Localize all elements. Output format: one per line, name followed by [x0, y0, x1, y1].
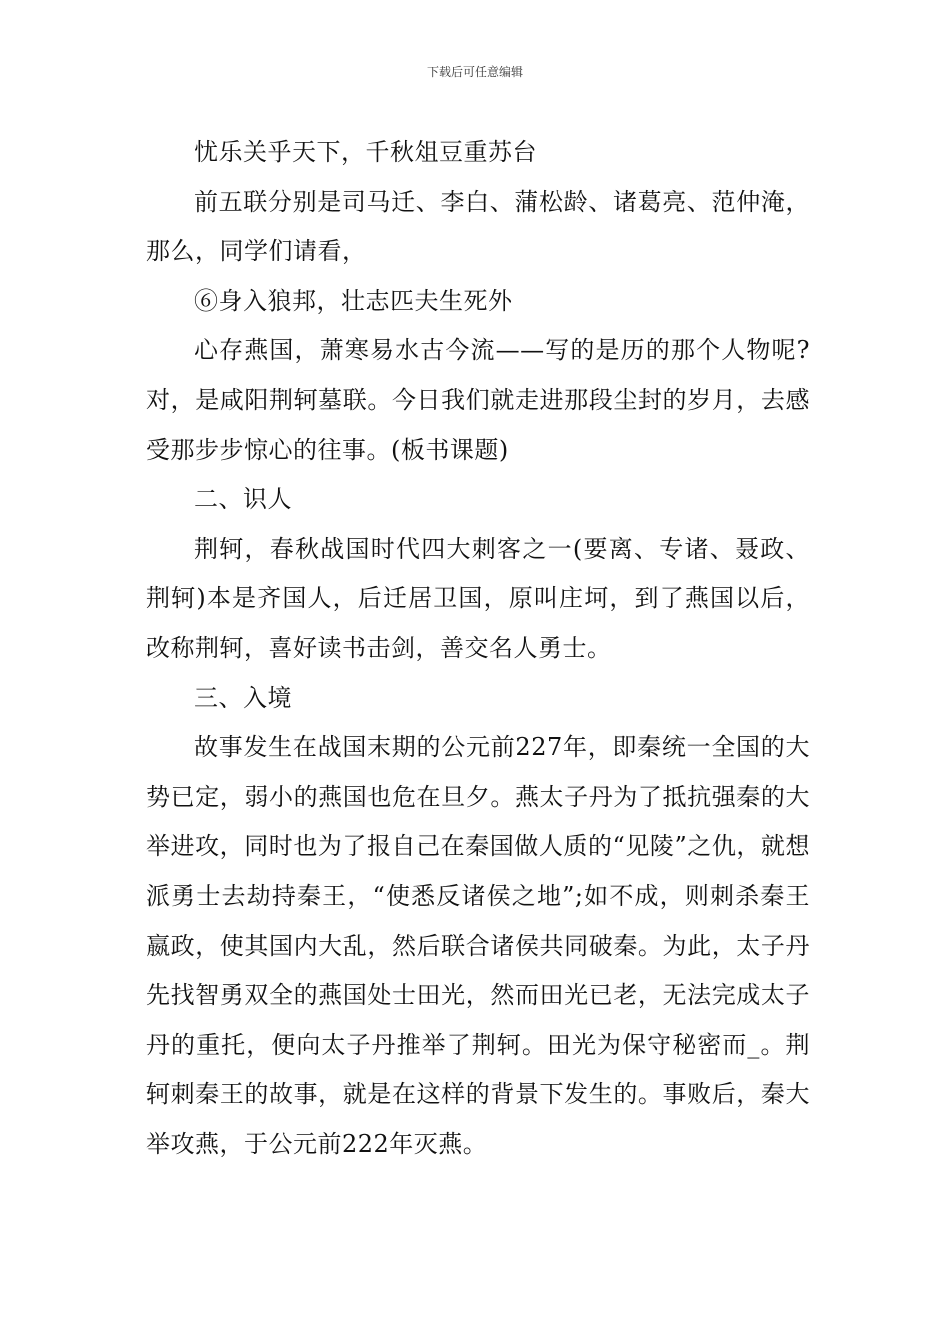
paragraph-jingke-tomb: 心存燕国，萧寒易水古今流——写的是历的那个人物呢?对，是咸阳荆轲墓联。今日我们就走进那段尘封的岁月，去感受那步步惊心的往事。(板书课题) — [146, 336, 810, 464]
section-heading-shiren: 二、识人 — [194, 485, 292, 514]
section-heading-rujing: 三、入境 — [194, 683, 292, 712]
paragraph-jingke-bio: 荆轲，春秋战国时代四大刺客之一(要离、专诸、聂政、荆轲)本是齐国人，后迁居卫国，原叫庄坷，到了燕国以后，改称荆轲，喜好读书击剑，善交名人勇士。 — [146, 534, 810, 662]
paragraph-couplet-six: ⑥身入狼邦，壮志匹夫生死外 — [194, 286, 513, 315]
paragraph-intro: 前五联分别是司马迁、李白、蒲松龄、诸葛亮、范仲淹，那么，同学们请看， — [146, 187, 810, 266]
page-header: 下载后可任意编辑 — [426, 65, 523, 79]
document-body — [146, 128, 810, 1169]
paragraph-couplet-line: 忧乐关乎天下，千秋俎豆重苏台 — [194, 138, 537, 166]
paragraph-story-background: 故事发生在战国末期的公元前227年，即秦统一全国的大势已定，弱小的燕国也危在旦夕。燕太子丹为了抵抗强秦的大举进攻，同时也为了报自己在秦国做人质的“见陵”之仇，就想派勇士去劫持秦王，“使悉反诸侯之地”;如不成，则刺杀秦王嬴政，使其国内大乱，然后联合诸侯共同破秦。为此，太子丹先找智勇双全的燕国处士田光，然而田光已老，无法完成太子丹的重托，便向太子丹推举了荆轲。田光为保守秘密而_。荆轲刺秦王的故事，就是在这样的背景下发生的。事败后，秦大举攻燕，于公元前222年灭燕。 — [146, 733, 810, 1158]
